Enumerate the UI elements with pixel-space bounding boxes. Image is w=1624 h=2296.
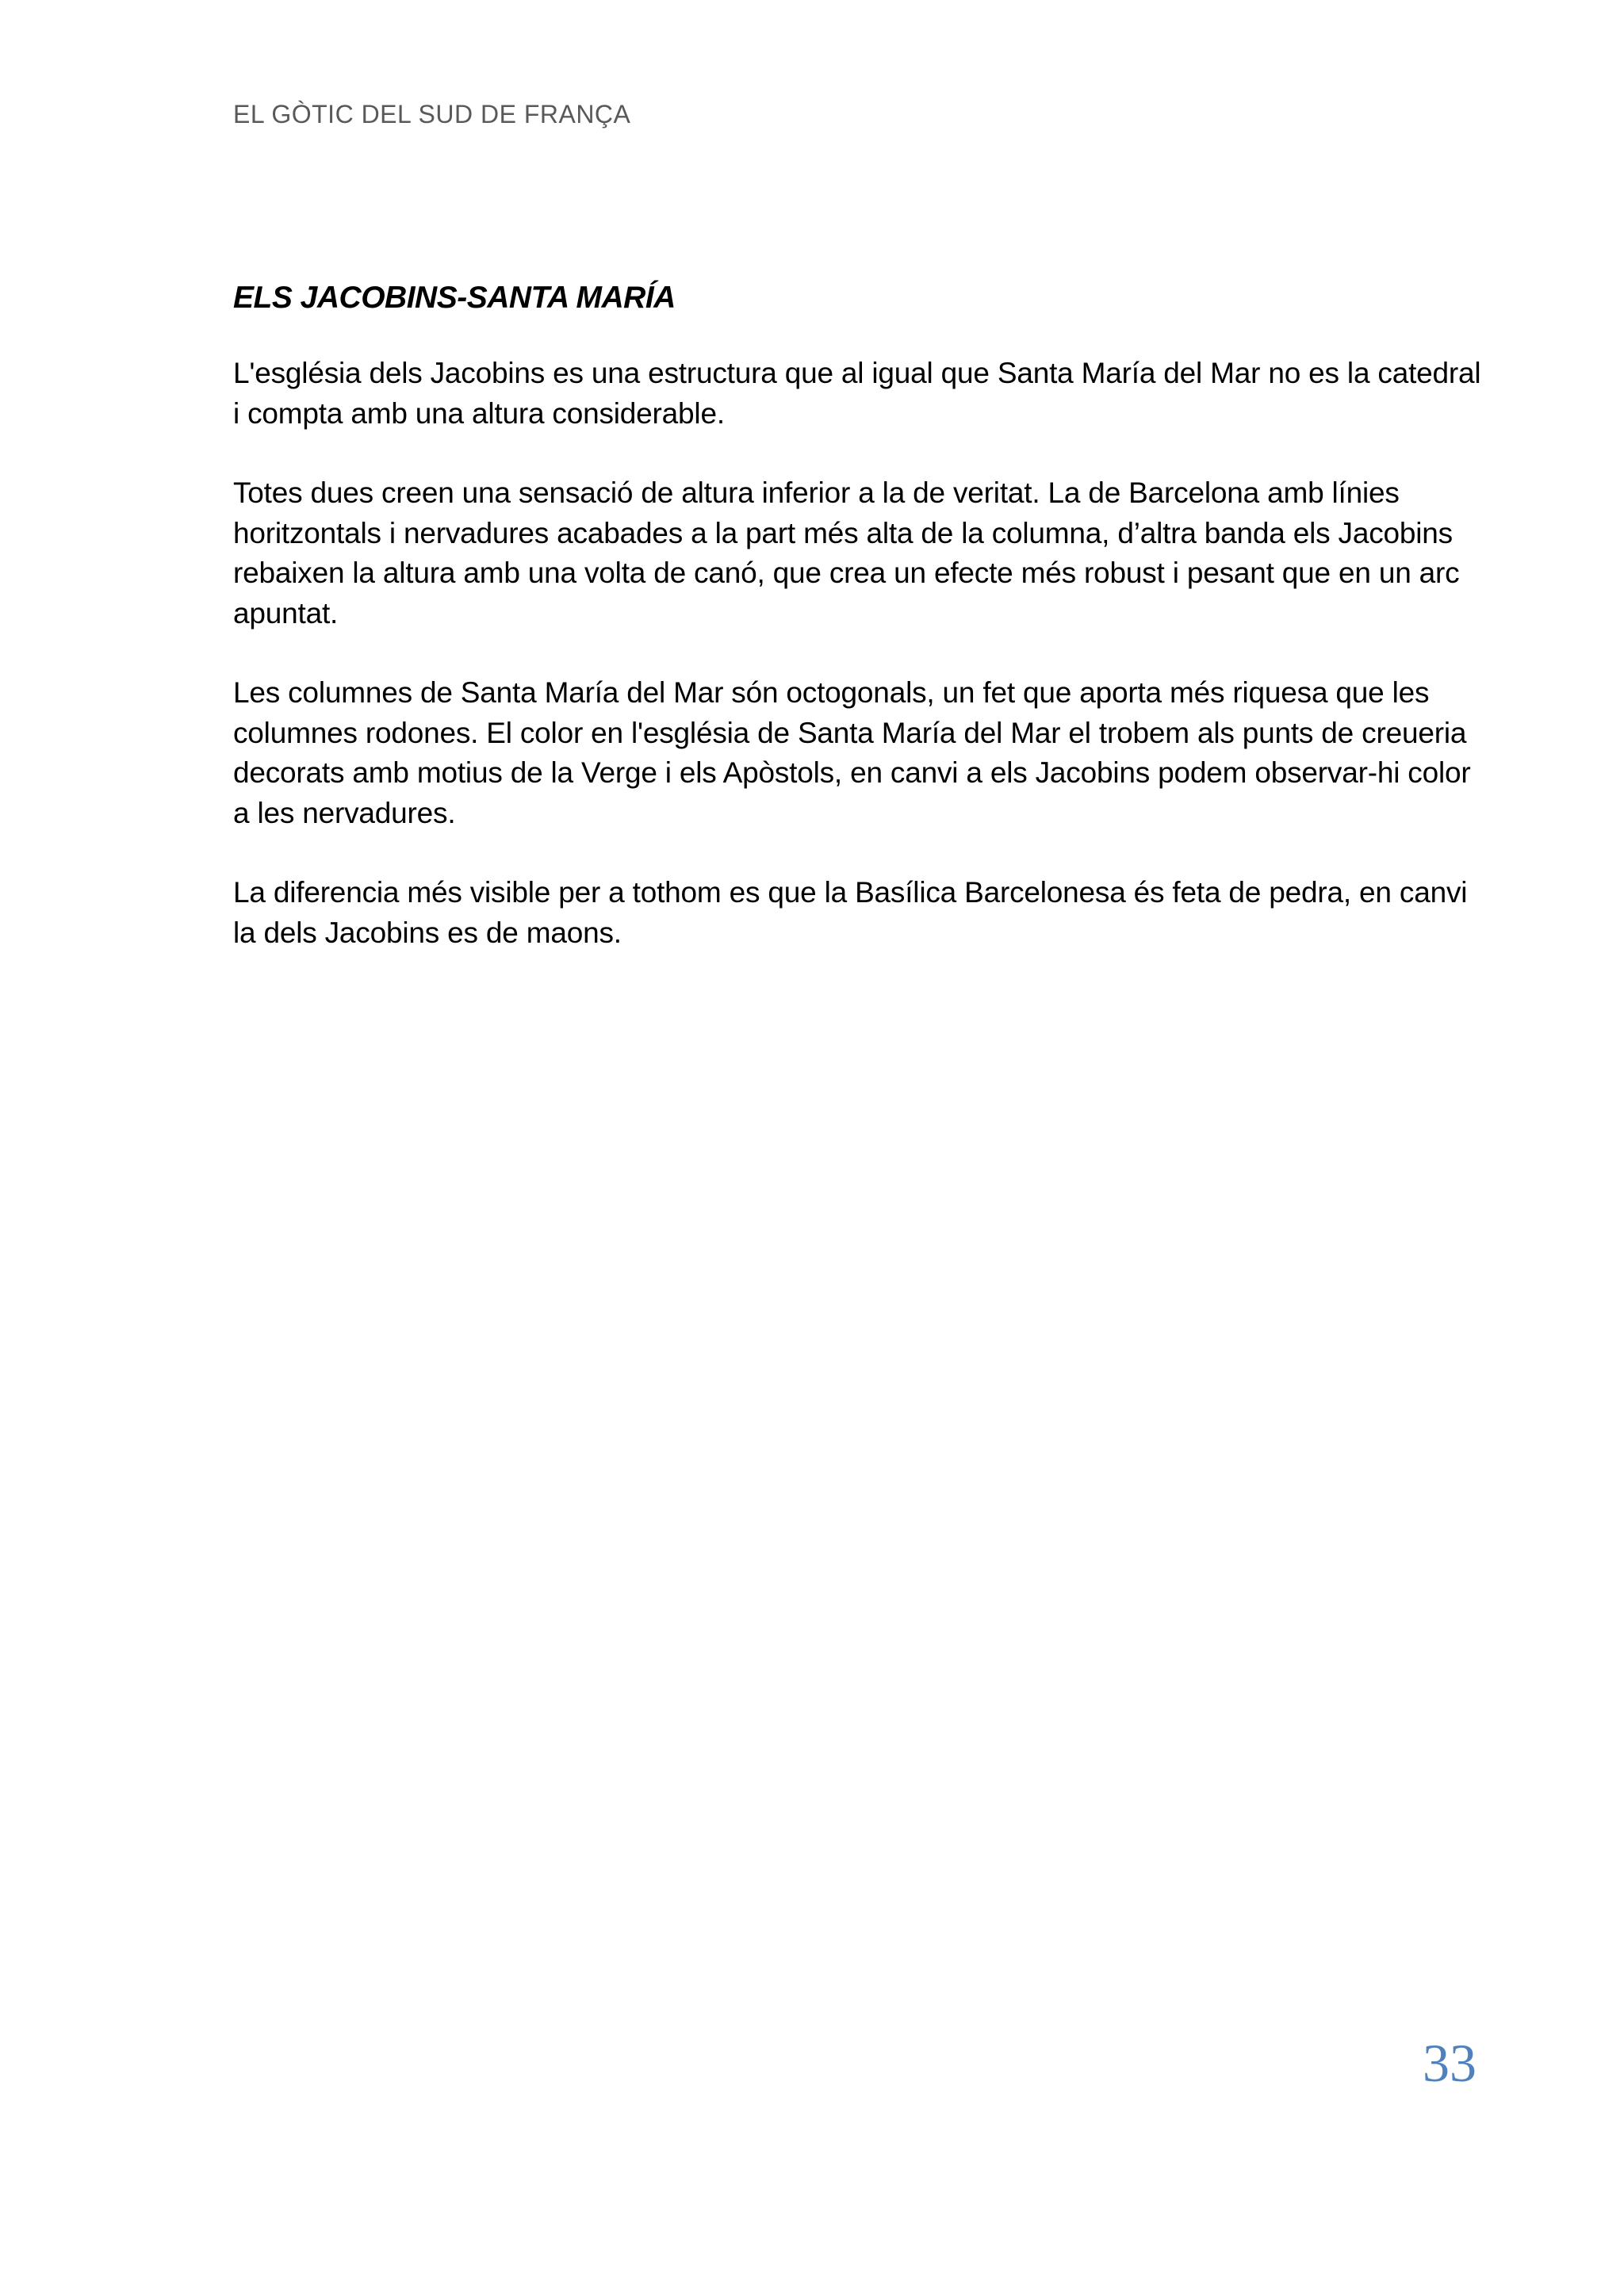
section-title: ELS JACOBINS-SANTA MARÍA — [233, 281, 676, 315]
running-header: EL GÒTIC DEL SUD DE FRANÇA — [233, 100, 631, 128]
paragraph-3: Les columnes de Santa María del Mar són octogonals, un fet que aporta més riquesa que les columnes rodones. El color en l'església de Santa María del Mar el trobem als punts de creueria decorats amb motius de la Verge i els Apòstols, en canvi a els Jacobins podem observar-hi color a les nervadures. — [233, 676, 1471, 829]
paragraph-2: Totes dues creen una sensació de altura inferior a la de veritat. La de Barcelona amb línies horitzontals i nervadures acabades a la part més alta de la columna, d’altra banda els Jacobins rebaixen la altura amb una volta de canó, que crea un efecte més robust i pesant que en un arc apuntat. — [233, 476, 1460, 629]
page-content — [233, 276, 1486, 993]
paragraph-4: La diferencia més visible per a tothom es que la Basílica Barcelonesa és feta de pedra, en canvi la dels Jacobins es de maons. — [233, 876, 1468, 949]
page-number: 33 — [1423, 2033, 1477, 2093]
paragraph-1: L'església dels Jacobins es una estructura que al igual que Santa María del Mar no es la catedral i compta amb una altura considerable. — [233, 357, 1481, 430]
